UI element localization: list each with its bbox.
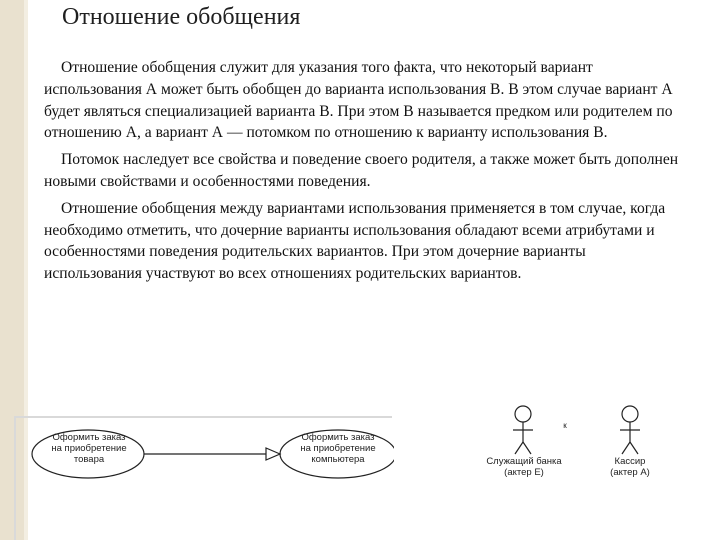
- paragraph-inheritance: Потомок наследует все свойства и поведение своего родителя, а также может быть дополнен новыми свойствами и особенностями поведения.: [44, 151, 679, 190]
- use-case-parent-label: Оформить заказ на приобретение компьютера: [300, 432, 376, 465]
- paragraph-usage: Отношение обобщения между вариантами использования применяется в том случае, когда необходимо отметить, что дочерние варианты использования обладают всеми атрибутами и особенностями поведения родительских вариантов. При этом дочерние варианты использования участвуют во всех отношениях родительских вариантов.: [44, 199, 666, 283]
- use-case-child-label: Оформить заказ на приобретение товара: [51, 432, 127, 465]
- paragraph-definition: Отношение обобщения служит для указания того факта, что некоторый вариант использования А может быть обобщен до варианта использования В. В этом случае вариант А будет являться специализацией варианта В. При этом В называется предком или родителем по отношению А, а вариант А — потомком по отношению к варианту использования В.: [44, 59, 673, 142]
- actor-right-label: Кассир (актер А): [610, 456, 650, 478]
- slide-title: Отношение обобщения: [62, 4, 301, 30]
- actor-relation-mark: к: [563, 421, 567, 430]
- actor-left-label: Служащий банка (актер Е): [486, 456, 562, 478]
- actor-right-figure: [620, 406, 640, 454]
- slide-body: [44, 57, 684, 285]
- actor-left-figure: [513, 406, 533, 454]
- actor-diagram: [486, 402, 720, 540]
- use-case-diagram: [14, 416, 392, 540]
- generalization-arrowhead: [266, 448, 280, 460]
